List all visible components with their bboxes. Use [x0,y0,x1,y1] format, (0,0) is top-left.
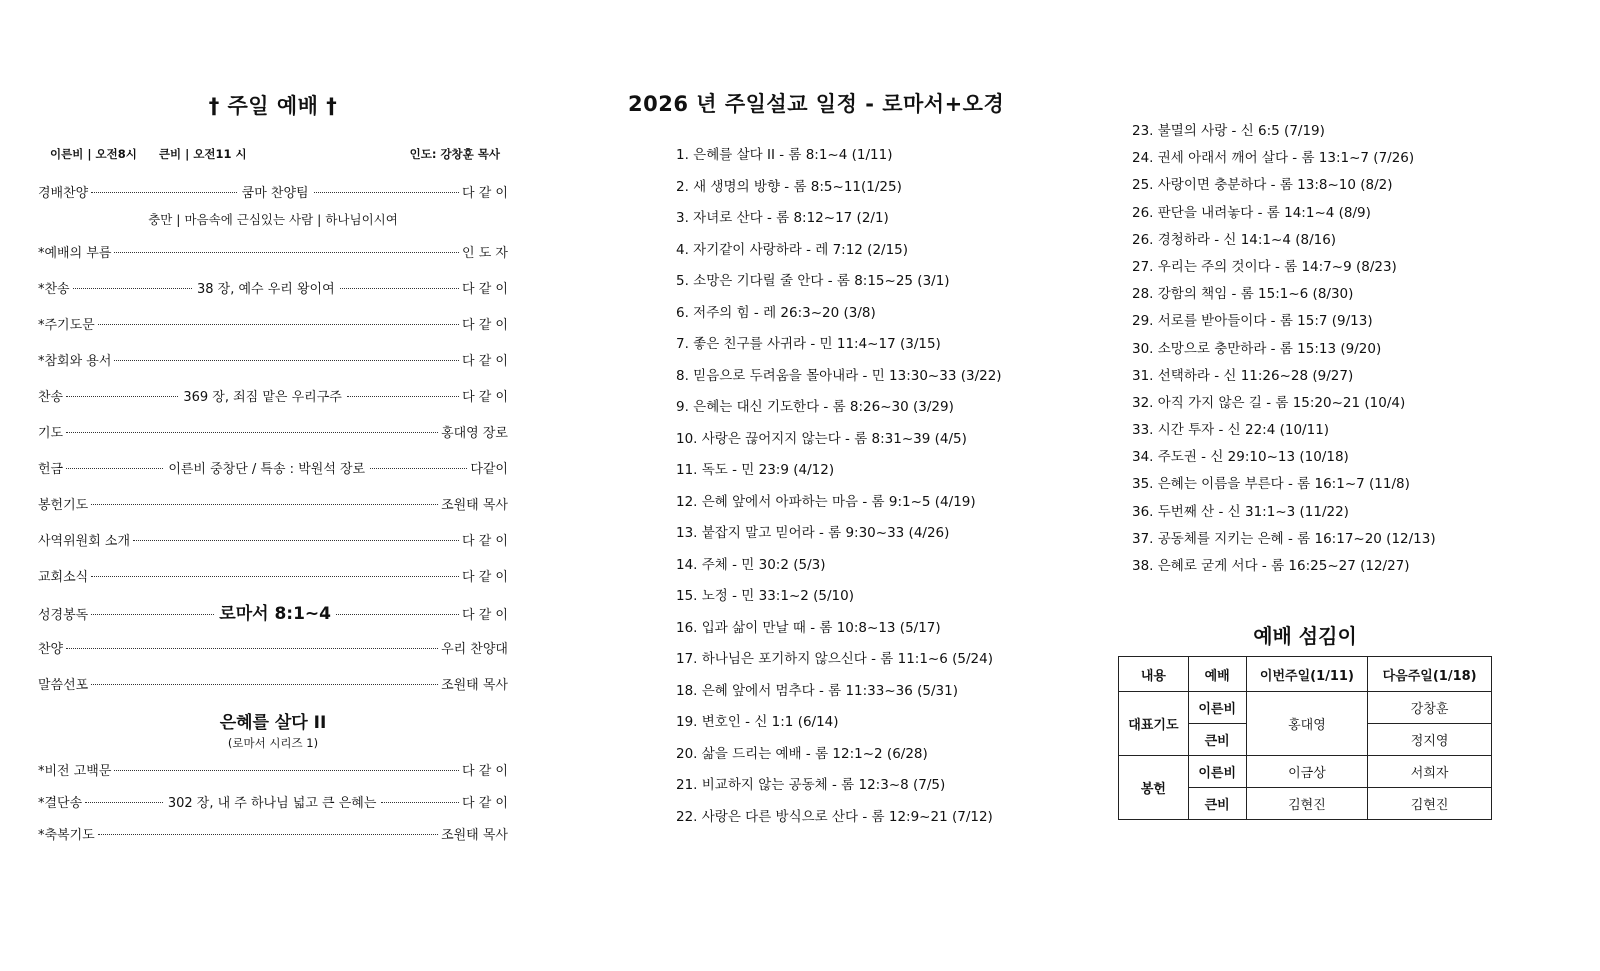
worship-leader: 인도: 강창훈 목사 [409,147,500,161]
time-early: 이른비 | 오전8시 [50,147,137,161]
prayer-label: 대표기도 [1119,692,1189,756]
schedule-item: 8. 믿음으로 두려움을 몰아내라 - 민 13:30~33 (3/22) [676,367,1002,384]
order-row: 기도 홍대영 장로 [38,426,508,441]
header-cell: 예배 [1188,657,1246,692]
schedule-item: 14. 주체 - 민 30:2 (5/3) [676,556,826,573]
prayer-next-late: 정지영 [1368,724,1492,756]
order-row: 경배찬양 쿰마 찬양팀 다 같 이 [38,186,508,201]
offering-this-early: 이금상 [1246,756,1368,788]
schedule-item: 31. 선택하라 - 신 11:26~28 (9/27) [1132,367,1354,384]
order-row: *축복기도 조원태 목사 [38,828,508,843]
schedule-item: 29. 서로를 받아들이다 - 롬 15:7 (9/13) [1132,313,1373,330]
schedule-item: 23. 불멸의 사랑 - 신 6:5 (7/19) [1132,123,1325,139]
song-note: 충만 | 마음속에 근심있는 사람 | 하나님이시여 [148,212,398,227]
order-row: 교회소식 다 같 이 [38,570,508,585]
order-row: 봉헌기도 조원태 목사 [38,498,508,513]
schedule-item: 17. 하나님은 포기하지 않으신다 - 롬 11:1~6 (5/24) [676,651,993,667]
order-row: *참회와 용서 다 같 이 [38,354,508,369]
order-row: *비전 고백문 다 같 이 [38,764,508,779]
header-cell: 다음주일(1/18) [1368,657,1492,692]
schedule-item: 38. 은혜로 굳게 서다 - 롬 16:25~27 (12/27) [1132,558,1410,574]
schedule-item: 22. 사랑은 다른 방식으로 산다 - 롬 12:9~21 (7/12) [676,808,993,825]
order-row: *찬송 38 장, 예수 우리 왕이여 다 같 이 [38,282,508,297]
schedule-item: 13. 붙잡지 말고 믿어라 - 롬 9:30~33 (4/26) [676,525,950,541]
schedule-title: 2026 년 주일설교 일정 - 로마서+오경 [628,92,1005,116]
schedule-item: 16. 입과 삶이 만날 때 - 롬 10:8~13 (5/17) [676,619,941,636]
sermon-series: (로마서 시리즈 1) [227,736,319,750]
order-row: 말씀선포 조원태 목사 [38,678,508,693]
worship-title: † 주일 예배 † [208,94,338,118]
schedule-item: 5. 소망은 기다릴 줄 안다 - 롬 8:15~25 (3/1) [676,273,950,289]
table-row [1119,692,1492,724]
sermon-schedule [628,88,1098,833]
table-header-row [1119,657,1492,692]
schedule-item: 10. 사랑은 끊어지지 않는다 - 롬 8:31~39 (4/5) [676,430,967,447]
schedule-item: 24. 권세 아래서 깨어 살다 - 롬 13:1~7 (7/26) [1132,150,1415,167]
servers-table [1118,656,1492,820]
sermon-title: 은혜를 살다 II [219,713,327,733]
header-cell: 이번주일(1/11) [1246,657,1368,692]
schedule-item: 36. 두번째 산 - 신 31:1~3 (11/22) [1132,503,1349,520]
service-times [38,146,508,162]
schedule-item: 1. 은혜를 살다 II - 롬 8:1~4 (1/11) [676,147,893,163]
order-row: 성경봉독 로마서 8:1~4 다 같 이 [38,596,508,632]
worship-order [38,90,508,852]
schedule-item: 12. 은혜 앞에서 아파하는 마음 - 롬 9:1~5 (4/19) [676,493,976,510]
order-row: 찬송 369 장, 죄짐 맡은 우리구주 다 같 이 [38,390,509,405]
order-row: 헌금 이른비 중창단 / 특송 : 박원석 장로 다같이 [38,462,508,477]
order-row: 사역위원회 소개 다 같 이 [38,534,508,549]
schedule-item: 7. 좋은 친구를 사귀라 - 민 11:4~17 (3/15) [676,336,941,352]
schedule-item: 2. 새 생명의 방향 - 롬 8:5~11(1/25) [676,178,902,195]
offering-next-late: 김현진 [1368,788,1492,820]
schedule-item: 25. 사랑이면 충분하다 - 롬 13:8~10 (8/2) [1132,177,1393,194]
order-row: *예배의 부름 인 도 자 [38,246,508,261]
offering-label: 봉헌 [1119,756,1189,820]
schedule-item: 9. 은혜는 대신 기도한다 - 롬 8:26~30 (3/29) [676,399,954,415]
header-cell: 내용 [1119,657,1189,692]
schedule-item: 28. 강함의 책임 - 롬 15:1~6 (8/30) [1132,286,1354,303]
schedule-item: 37. 공동체를 지키는 은혜 - 롬 16:17~20 (12/13) [1132,530,1436,547]
prayer-this-week: 홍대영 [1246,692,1368,756]
prayer-next-early: 강창훈 [1368,692,1492,724]
schedule-item: 18. 은혜 앞에서 멈추다 - 롬 11:33~36 (5/31) [676,682,958,699]
schedule-item: 19. 변호인 - 신 1:1 (6/14) [676,714,839,730]
schedule-item: 4. 자기같이 사랑하라 - 레 7:12 (2/15) [676,241,909,258]
schedule-item: 11. 독도 - 민 23:9 (4/12) [676,462,835,478]
schedule-item: 26. 경청하라 - 신 14:1~4 (8/16) [1132,231,1337,248]
schedule-item: 21. 비교하지 않는 공동체 - 롬 12:3~8 (7/5) [676,777,946,793]
schedule-item: 35. 은혜는 이름을 부른다 - 롬 16:1~7 (11/8) [1132,476,1410,493]
service-late: 큰비 [1188,724,1246,756]
service-early: 이른비 [1188,692,1246,724]
time-late: 큰비 | 오전11 시 [158,147,247,161]
schedule-item: 27. 우리는 주의 것이다 - 롬 14:7~9 (8/23) [1132,258,1397,275]
service-late: 큰비 [1188,788,1246,820]
schedule-item: 26. 판단을 내려놓다 - 롬 14:1~4 (8/9) [1132,204,1371,221]
schedule-item: 20. 삶을 드리는 예배 - 롬 12:1~2 (6/28) [676,745,928,762]
table-row [1119,756,1492,788]
schedule-item: 3. 자녀로 산다 - 롬 8:12~17 (2/1) [676,210,889,226]
order-row: 찬양 우리 찬양대 [38,642,508,657]
order-row: *결단송 302 장, 내 주 하나님 넓고 큰 은혜는 다 같 이 [38,796,508,811]
schedule-item: 34. 주도권 - 신 29:10~13 (10/18) [1132,449,1349,466]
schedule-item: 32. 아직 가지 않은 길 - 롬 15:20~21 (10/4) [1132,394,1406,411]
service-early: 이른비 [1188,756,1246,788]
scripture-reading: 로마서 8:1~4 [219,604,331,624]
sermon-schedule-continued [1132,118,1562,580]
schedule-item: 33. 시간 투자 - 신 22:4 (10/11) [1132,422,1330,439]
servers-title: 예배 섬김이 [1253,624,1357,648]
order-row: *주기도문 다 같 이 [38,318,508,333]
offering-this-late: 김현진 [1246,788,1368,820]
offering-next-early: 서희자 [1368,756,1492,788]
schedule-item: 6. 저주의 힘 - 레 26:3~20 (3/8) [676,304,876,321]
schedule-item: 30. 소망으로 충만하라 - 롬 15:13 (9/20) [1132,340,1382,357]
schedule-item: 15. 노정 - 민 33:1~2 (5/10) [676,588,854,604]
